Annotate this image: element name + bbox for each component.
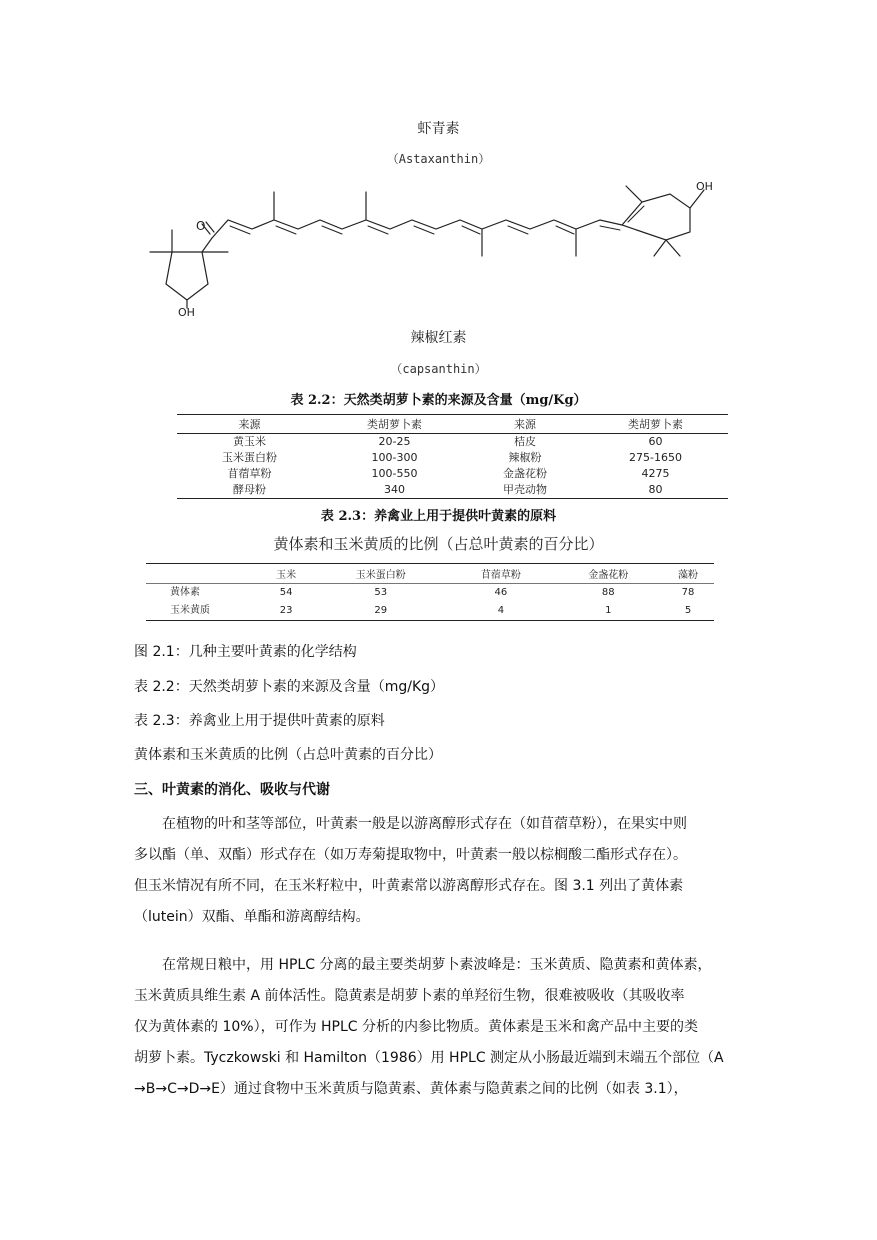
table-2-2-caption: 表 2.2：天然类胡萝卜素的来源及含量（mg/Kg） (290, 393, 587, 408)
caption-table-2-3-subtitle: 黄体素和玉米黄质的比例（占总叶黄素的百分比） (134, 747, 442, 763)
row-label: 黄体素 (170, 587, 200, 598)
column-header: 玉米 (258, 564, 314, 584)
table-row (177, 450, 728, 466)
column-header: 苜蓿草粉 (447, 564, 554, 584)
section-heading: 三、叶黄素的消化、吸收与代谢 (134, 782, 330, 798)
column-header (146, 564, 258, 584)
left-ring (166, 252, 208, 300)
table-cell: 4275 (641, 467, 670, 480)
right-ring-methyl (626, 186, 642, 202)
oxygen-label: O (196, 219, 206, 233)
paragraph-line: 玉米黄质具维生素 A 前体活性。隐黄素是胡萝卜素的单羟衍生物，很难被吸收（其吸收率 (134, 988, 685, 1004)
table-cell: 1 (555, 602, 662, 621)
column-header: 玉米蛋白粉 (314, 564, 447, 584)
astaxanthin-latin-name: （Astaxanthin） (386, 152, 491, 166)
table-row (177, 482, 728, 499)
column-header: 类胡萝卜素 (322, 415, 467, 434)
column-header: 类胡萝卜素 (583, 415, 728, 434)
table-cell: 玉米蛋白粉 (222, 451, 277, 464)
table-cell: 金盏花粉 (503, 467, 547, 480)
table-cell: 29 (314, 602, 447, 621)
paragraph-line: 胡萝卜素。Tyczkowski 和 Hamilton（1986）用 HPLC 测定从小肠最近端到末端五个部位（A (134, 1050, 724, 1066)
table-cell: 辣椒粉 (508, 451, 542, 464)
gem-dimethyl-right (654, 240, 680, 256)
table-cell: 20-25 (378, 435, 411, 448)
capsanthin-name: 辣椒红素 (410, 330, 467, 346)
table-cell: 甲壳动物 (467, 482, 583, 499)
paragraph-line: →B→C→D→E）通过食物中玉米黄质与隐黄素、黄体素与隐黄素之间的比例（如表 3.1）， (134, 1081, 688, 1097)
table-cell: 53 (374, 587, 388, 598)
table-cell: 80 (583, 482, 728, 499)
table-cell: 275-1650 (629, 451, 682, 464)
table-row (177, 434, 728, 451)
table-cell: 4 (447, 602, 554, 621)
table-cell: 100-550 (371, 467, 418, 480)
paragraph-line: 在常规日粮中，用 HPLC 分离的最主要类胡萝卜素波峰是：玉米黄质、隐黄素和黄体素， (162, 957, 712, 973)
paragraph-line: 但玉米情况有所不同，在玉米籽粒中，叶黄素常以游离醇形式存在。图 3.1 列出了黄体素 (134, 878, 684, 894)
right-ring (622, 194, 690, 240)
table-cell: 100-300 (371, 451, 418, 464)
caption-table-2-3: 表 2.3：养禽业上用于提供叶黄素的原料 (134, 713, 385, 729)
paragraph-line: 在植物的叶和茎等部位，叶黄素一般是以游离醇形式存在（如苜蓿草粉），在果实中则 (162, 816, 687, 832)
row-label: 玉米黄质 (146, 602, 258, 621)
table-cell: 340 (322, 482, 467, 499)
table-2-3-subtitle: 黄体素和玉米黄质的比例（占总叶黄素的百分比） (273, 535, 604, 553)
table-cell: 苜蓿草粉 (227, 467, 272, 480)
paragraph-line: （lutein）双酯、单酯和游离醇结构。 (134, 909, 370, 925)
table-2-3 (146, 563, 714, 621)
paragraph-2 (134, 950, 746, 1105)
caption-table-2-2: 表 2.2：天然类胡萝卜素的来源及含量（mg/Kg） (134, 679, 445, 695)
column-header: 来源 (177, 415, 322, 434)
table-2-3-caption: 表 2.3：养禽业上用于提供叶黄素的原料 (320, 509, 557, 524)
gem-dimethyl-left (150, 230, 172, 252)
caption-figure-2-1: 图 2.1：几种主要叶黄素的化学结构 (134, 644, 357, 660)
table-header-row (146, 564, 714, 584)
table-cell: 60 (648, 435, 663, 448)
table-cell: 23 (258, 602, 314, 621)
astaxanthin-name: 虾青素 (417, 121, 460, 137)
methyl-branch (274, 192, 576, 256)
paragraph-line: 多以酯（单、双酯）形式存在（如万寿菊提取物中，叶黄素一般以棕榈酸二酯形式存在）。 (134, 847, 687, 863)
hydroxyl-label-left: OH (178, 306, 195, 319)
table-cell: 桔皮 (514, 435, 536, 448)
capsanthin-structure-diagram (130, 168, 730, 320)
table-header-row (177, 415, 728, 434)
column-header: 来源 (467, 415, 583, 434)
paragraph-line: 仅为黄体素的 10%），可作为 HPLC 分析的内参比物质。黄体素是玉米和禽产品中主要的类 (134, 1019, 699, 1035)
table-cell: 46 (494, 587, 508, 598)
table-cell: 酵母粉 (177, 482, 322, 499)
table-row (177, 466, 728, 482)
table-cell: 88 (601, 587, 615, 598)
paragraph-1 (134, 809, 746, 933)
column-header: 金盏花粉 (555, 564, 662, 584)
hydroxyl-label-right: OH (696, 180, 713, 193)
table-cell: 78 (681, 587, 695, 598)
capsanthin-latin-name: （capsanthin） (390, 362, 487, 376)
table-cell: 54 (279, 587, 293, 598)
table-2-2 (177, 414, 728, 499)
table-cell: 黄玉米 (233, 435, 266, 448)
table-row (146, 602, 714, 621)
polyene-chain (212, 220, 622, 238)
table-row (146, 584, 714, 603)
table-cell: 5 (662, 602, 714, 621)
column-header: 藻粉 (662, 564, 714, 584)
carbonyl-bond (202, 238, 212, 252)
